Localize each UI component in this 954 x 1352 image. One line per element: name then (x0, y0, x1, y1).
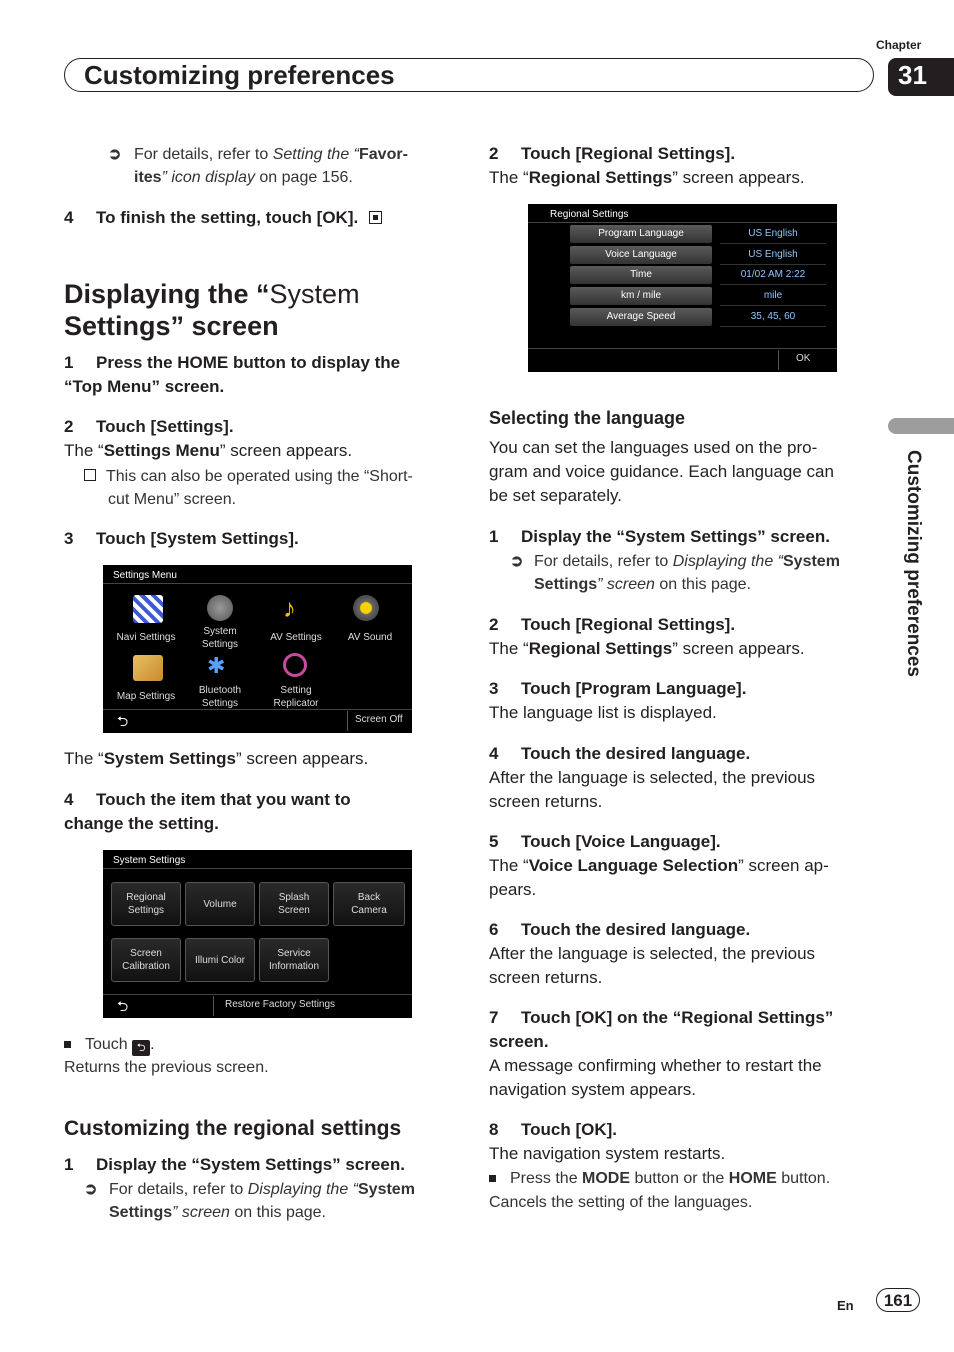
page-number: 161 (876, 1288, 920, 1312)
side-tab-marker (888, 418, 954, 434)
lang-step-2: 2 Touch [Regional Settings]. (489, 615, 736, 634)
time-button[interactable]: Time (570, 266, 712, 284)
lang-step-8: 8 Touch [OK]. (489, 1120, 617, 1139)
returns-text: Returns the previous screen. (64, 1059, 269, 1076)
system-settings-label: System Settings (201, 626, 239, 650)
touch-back-note: Touch ⮌ . (64, 1033, 155, 1057)
step-2-note: This can also be operated using the “Short- cut Menu” screen. (84, 465, 454, 511)
intro-paragraph: You can set the languages used on the pro- gram and voice guidance. Each language can be set separately. (489, 438, 834, 505)
step-4: 4 Touch the item that you want to change the setting. (64, 790, 351, 833)
replicator-icon[interactable] (283, 653, 307, 677)
step-finish: 4 To finish the setting, touch [OK]. (64, 206, 382, 230)
screen-title: Regional Settings (550, 209, 629, 220)
lang-step-3: 3 Touch [Program Language]. (489, 679, 747, 698)
lang-step-6: 6 Touch the desired language. (489, 920, 751, 939)
voice-language-button[interactable]: Voice Language (570, 246, 712, 264)
average-speed-value: 35, 45, 60 (720, 308, 826, 327)
lang-step-8-body: The navigation system restarts. (489, 1144, 726, 1163)
back-button-icon: ⮌ (132, 1040, 150, 1056)
av-sound-label: AV Sound (347, 632, 393, 643)
regional-settings-screen (528, 204, 837, 372)
step-1: 1 Press the HOME button to display the “Top Menu” screen. (64, 353, 401, 396)
side-tab-label: Customizing preferences (903, 450, 924, 677)
back-camera-button[interactable]: Back Camera (333, 882, 405, 926)
lang-step-2-body: The “Regional Settings” screen appears. (489, 639, 805, 658)
reference-note: ➲ For details, refer to Setting the “Favor- ites” icon display on page 156. (108, 146, 408, 186)
screen-title: Settings Menu (113, 570, 177, 581)
lang-step-5: 5 Touch [Voice Language]. (489, 832, 721, 851)
lang-step-7-body: A message confirming whether to restart the navigation system appears. (489, 1056, 822, 1099)
reference-note: ➲ For details, refer to Displaying the “System Settings” screen on this page. (510, 553, 840, 593)
step-regional: 2 Touch [Regional Settings]. (489, 144, 736, 163)
screen-calibration-button[interactable]: Screen Calibration (111, 938, 181, 982)
av-settings-label: AV Settings (270, 632, 322, 643)
splash-screen-button[interactable]: Splash Screen (259, 882, 329, 926)
km-mile-button[interactable]: km / mile (570, 287, 712, 305)
language-code: En (837, 1298, 854, 1313)
setting-replicator-label: Setting Replicator (273, 685, 319, 709)
screen-title: System Settings (113, 855, 186, 866)
chapter-label: Chapter (876, 38, 922, 52)
lang-step-3-body: The language list is displayed. (489, 703, 717, 722)
gear-icon[interactable] (207, 595, 233, 621)
settings-menu-screen (103, 565, 412, 733)
lang-step-4-body: After the language is selected, the previous screen returns. (489, 768, 816, 811)
map-settings-label: Map Settings (116, 691, 176, 702)
system-settings-screen (103, 850, 412, 1018)
page-title: Customizing preferences (84, 60, 395, 90)
lang-step-8-note2: Cancels the setting of the languages. (489, 1194, 753, 1211)
regional-step-1: 1 Display the “System Settings” screen. (64, 1155, 405, 1174)
lang-step-7: 7 Touch [OK] on the “Regional Settings” screen. (489, 1008, 834, 1051)
lang-step-4: 4 Touch the desired language. (489, 744, 751, 763)
voice-language-value: US English (720, 246, 826, 265)
chapter-number: 31 (888, 58, 954, 96)
end-mark-icon (369, 211, 382, 224)
lang-step-8-note: Press the MODE button or the HOME button. (489, 1167, 879, 1190)
km-mile-value: mile (720, 287, 826, 306)
lang-step-6-body: After the language is selected, the previous screen returns. (489, 944, 816, 987)
illumi-color-button[interactable]: Illumi Color (185, 938, 255, 982)
flag-icon[interactable] (133, 595, 163, 623)
back-icon[interactable]: ⮌ (117, 713, 129, 729)
step-regional-body: The “Regional Settings” screen appears. (489, 168, 805, 187)
time-value: 01/02 AM 2:22 (720, 266, 826, 285)
step-3-body: The “System Settings” screen appears. (64, 749, 369, 768)
lang-step-5-body: The “Voice Language Selection” screen ap- pears. (489, 856, 829, 899)
program-language-value: US English (720, 225, 826, 244)
music-note-icon[interactable]: ♪ (283, 593, 296, 623)
ok-button[interactable]: OK (796, 353, 811, 364)
restore-factory-button[interactable]: Restore Factory Settings (225, 999, 336, 1010)
section-heading: Displaying the “System Settings” screen (64, 279, 360, 341)
step-2-body: The “Settings Menu” screen appears. (64, 441, 353, 460)
map-icon[interactable] (133, 655, 163, 681)
screen-off-button[interactable]: Screen Off (355, 714, 403, 725)
navi-settings-label: Navi Settings (116, 632, 176, 643)
average-speed-button[interactable]: Average Speed (570, 308, 712, 326)
subsection-heading: Customizing the regional settings (64, 1117, 402, 1140)
back-icon[interactable]: ⮌ (117, 998, 129, 1014)
lang-step-1: 1 Display the “System Settings” screen. (489, 527, 830, 546)
bluetooth-icon[interactable]: ✱ (207, 653, 226, 678)
program-language-button[interactable]: Program Language (570, 225, 712, 243)
volume-button[interactable]: Volume (185, 882, 255, 926)
regional-settings-button[interactable]: Regional Settings (111, 882, 181, 926)
step-2: 2 Touch [Settings]. (64, 417, 234, 436)
reference-note: ➲ For details, refer to Displaying the “System Settings” screen on this page. (84, 1181, 415, 1221)
subsection-heading: Selecting the language (489, 408, 686, 428)
step-3: 3 Touch [System Settings]. (64, 529, 299, 548)
bluetooth-settings-label: Bluetooth Settings (198, 685, 242, 709)
service-information-button[interactable]: Service Information (259, 938, 329, 982)
speaker-icon[interactable] (353, 595, 379, 621)
